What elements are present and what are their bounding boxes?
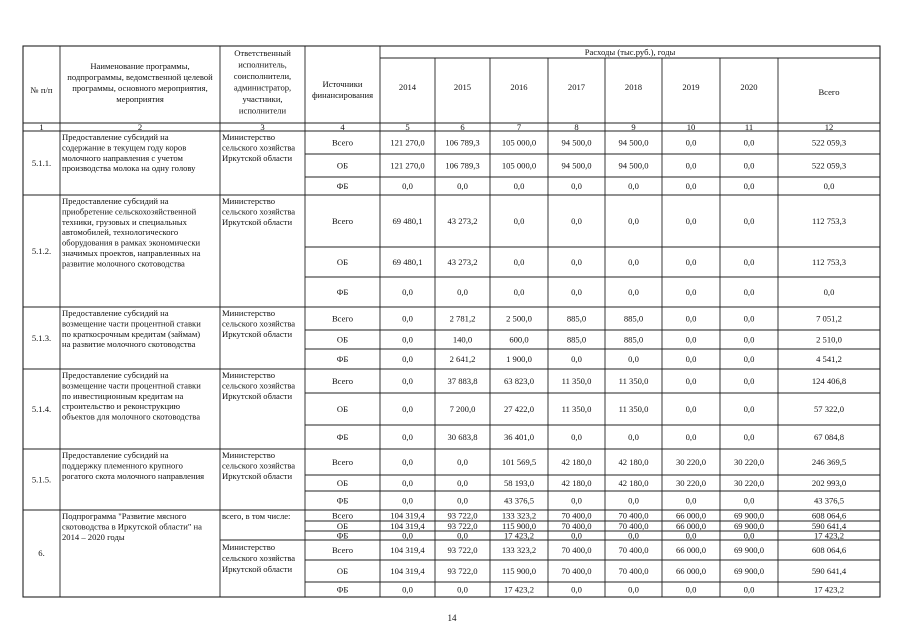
fin-value: 0,0 [685,432,697,442]
fin-source: ОБ [336,257,349,267]
header-name-line: мероприятия [116,94,164,104]
fin-value: 0,0 [571,287,582,297]
column-number: 4 [340,122,345,132]
fin-value: 57 322,0 [813,404,845,414]
row-name-line: Предоставление субсидий на [62,308,169,318]
fin-value: 885,0 [623,334,644,345]
fin-value: 522 059,3 [811,137,847,148]
fin-value: 0,0 [685,376,697,386]
column-number: 6 [460,122,465,132]
row-number: 5.1.2. [31,246,52,256]
fin-value: 0,0 [743,432,755,442]
row-name-line: приобретение сельскохозяйственной [62,206,197,217]
fin-value: 105 000,0 [501,137,537,148]
fin-value: 115 900,0 [501,566,537,576]
fin-value: 69 900,0 [733,566,765,576]
column-number: 12 [824,122,834,132]
header-resp-line: администратор, [233,82,292,93]
fin-value: 112 753,3 [811,257,847,267]
fin-value: 106 789,3 [445,137,480,148]
fin-value: 36 401,0 [503,432,535,442]
row-name-line: оборудования в рамках экономически [62,237,201,248]
fin-value: 66 000,0 [675,510,707,521]
row-number: 5.1.4. [31,404,52,414]
row-number: 5.1.1. [31,158,52,168]
fin-source: ФБ [336,354,349,364]
fin-value: 4 541,2 [816,354,842,364]
fin-value: 885,0 [566,334,587,345]
fin-value: 93 722,0 [447,566,478,576]
fin-value: 11 350,0 [561,376,592,386]
fin-value: 0,0 [402,495,413,506]
header-resp-line: исполнитель, [238,59,287,70]
fin-value: 2 781,2 [449,313,476,324]
header-src-line: финансирования [311,90,374,100]
row-resp-line: сельского хозяйства [222,380,296,391]
fin-value: 885,0 [623,313,644,324]
row-name-line: поддержку племенного крупного [62,460,183,471]
row-resp-line: Министерство [222,370,275,380]
fin-value: 70 400,0 [618,545,649,555]
fin-source: Всего [331,545,354,555]
fin-value: 42 180,0 [561,457,592,467]
fin-value: 112 753,3 [811,216,847,226]
row-resp-line: Министерство [222,542,275,552]
fin-value: 0,0 [685,584,697,595]
row-resp-line: Министерство [222,450,275,460]
fin-value: 0,0 [743,404,755,414]
fin-source: Всего [331,457,354,467]
fin-value: 590 641,4 [811,566,847,576]
header-year: 2020 [740,82,758,92]
fin-value: 0,0 [628,257,639,267]
fin-value: 0,0 [402,457,413,467]
header-expenses: Расходы (тыс.руб.), годы [584,47,676,57]
fin-value: 0,0 [743,584,755,595]
fin-value: 0,0 [823,181,835,191]
fin-value: 11 350,0 [618,376,649,386]
fin-value: 7 051,2 [816,313,842,324]
fin-value: 0,0 [571,257,582,267]
fin-value: 0,0 [628,584,639,595]
fin-value: 0,0 [743,530,755,541]
fin-source: ОБ [336,478,349,488]
fin-value: 0,0 [685,181,697,191]
row-name-line: Предоставление субсидий на [62,450,169,460]
fin-value: 42 180,0 [618,457,649,467]
fin-value: 94 500,0 [561,160,592,171]
header-total: Всего [818,87,840,97]
row-resp-line: сельского хозяйства [222,142,296,153]
fin-source: Всего [331,137,354,148]
fin-value: 0,0 [685,137,697,148]
fin-value: 0,0 [402,432,413,442]
fin-value: 0,0 [402,478,413,488]
row-name-line: по инвестиционным кредитам на [62,390,184,401]
row-resp-line: сельского хозяйства [222,460,296,471]
fin-value: 0,0 [743,334,755,345]
header-year: 2018 [624,82,643,92]
fin-value: 0,0 [402,584,413,595]
fin-value: 608 064,6 [811,545,847,555]
fin-value: 30 220,0 [675,478,707,488]
fin-value: 94 500,0 [618,137,649,148]
fin-value: 30 683,8 [447,432,478,442]
fin-value: 93 722,0 [447,545,478,555]
fin-value: 17 423,2 [813,584,845,595]
fin-value: 70 400,0 [561,510,592,521]
row-name-line: значимых проектов, направленных на [62,248,201,258]
row-number: 5.1.3. [31,333,52,343]
header-resp-line: участники, [242,94,283,104]
fin-value: 0,0 [402,181,413,191]
fin-value: 0,0 [823,287,835,297]
fin-value: 0,0 [513,257,525,267]
fin-value: 7 200,0 [449,404,476,414]
fin-value: 0,0 [743,137,755,148]
row-resp-line: Министерство [222,196,275,206]
row-resp-line: всего, в том числе: [222,511,291,521]
row-name-line: развитие молочного скотоводства [62,258,185,269]
header-name-line: подпрограммы, ведомственной целевой [67,72,213,82]
row-resp-line: Иркутской области [222,152,293,163]
fin-value: 66 000,0 [675,521,707,531]
fin-value: 0,0 [628,354,639,364]
fin-value: 0,0 [685,354,697,364]
header-year: 2017 [567,82,586,92]
fin-value: 43 376,5 [813,495,845,506]
column-number: 7 [516,122,522,132]
fin-source: Всего [331,216,354,226]
fin-value: 0,0 [628,432,639,442]
header-name-line: Наименование программы, [90,61,190,71]
row-name-line: объектов для молочного скотоводства [62,411,201,422]
row-name-line: по краткосрочным кредитам (займам) [62,328,201,339]
header-src-line: Источники [322,79,363,89]
fin-value: 0,0 [685,404,697,414]
fin-value: 42 180,0 [561,478,592,488]
fin-value: 0,0 [402,376,413,386]
fin-value: 0,0 [402,334,413,345]
fin-value: 67 084,8 [813,432,845,442]
fin-value: 0,0 [571,354,582,364]
column-number: 1 [39,122,44,132]
row-name-line: на развитие молочного скотоводства [62,339,196,350]
row-name-line: содержание в текущем году коров [62,142,187,153]
fin-source: ОБ [336,160,349,171]
row-name-line: автомобилей, технологического [62,227,179,238]
fin-value: 94 500,0 [561,137,592,148]
fin-value: 590 641,4 [811,521,847,531]
fin-value: 17 423,2 [503,530,535,541]
fin-value: 17 423,2 [813,530,845,541]
fin-value: 43 376,5 [503,495,535,506]
fin-value: 0,0 [457,181,468,191]
fin-value: 133 323,2 [501,510,537,521]
header-resp-line: исполнители [238,105,287,116]
row-name-line: возмещение части процентной ставки [62,318,201,329]
fin-value: 0,0 [513,181,525,191]
column-number: 2 [137,122,143,132]
fin-source: ФБ [336,584,349,595]
fin-value: 0,0 [571,181,582,191]
row-name-line: Предоставление субсидий на [62,132,169,142]
fin-value: 11 350,0 [561,404,592,414]
fin-value: 0,0 [685,313,697,324]
fin-value: 104 319,4 [390,510,425,521]
fin-value: 0,0 [571,530,582,541]
fin-value: 246 369,5 [811,457,847,467]
fin-value: 30 220,0 [733,478,765,488]
fin-value: 17 423,2 [503,584,535,595]
header-name-line: программы, основного мероприятия, [72,83,208,93]
row-resp-line: Министерство [222,132,275,142]
column-number: 9 [631,122,636,132]
fin-value: 0,0 [457,287,468,297]
fin-value: 0,0 [743,313,755,324]
fin-source: ФБ [336,530,349,541]
fin-value: 121 270,0 [390,160,425,171]
header-year: 2019 [682,82,700,92]
row-name-line: рогатого скота молочного направления [62,470,205,481]
fin-source: ФБ [336,287,349,297]
fin-value: 30 220,0 [733,457,765,467]
fin-value: 124 406,8 [811,376,847,386]
fin-value: 0,0 [457,530,468,541]
column-number: 11 [744,122,754,132]
fin-value: 0,0 [628,530,639,541]
row-number: 5.1.5. [31,474,52,485]
row-resp-line: сельского хозяйства [222,318,296,329]
fin-value: 0,0 [685,216,697,226]
fin-value: 885,0 [566,313,587,324]
row-resp-line: Иркутской области [222,470,293,481]
page-number: 14 [447,613,457,623]
row-name-line: 2014 – 2020 годы [62,531,125,542]
fin-value: 0,0 [743,216,755,226]
fin-value: 0,0 [402,313,413,324]
fin-value: 2 510,0 [816,334,842,345]
fin-value: 0,0 [685,530,697,541]
fin-value: 202 993,0 [811,478,847,488]
row-name-line: возмещение части процентной ставки [62,380,201,391]
fin-value: 522 059,3 [811,160,847,171]
fin-value: 0,0 [743,181,755,191]
fin-value: 0,0 [685,334,697,345]
fin-value: 63 823,0 [503,376,535,386]
fin-value: 70 400,0 [618,521,649,531]
fin-value: 121 270,0 [390,137,425,148]
row-name-line: Подпрограмма "Развитие мясного [62,511,187,521]
table-content [31,47,847,623]
row-resp-line: Иркутской области [222,216,293,227]
fin-value: 0,0 [402,354,413,364]
fin-value: 66 000,0 [675,545,707,555]
fin-value: 69 480,1 [392,216,423,226]
fin-value: 0,0 [402,287,413,297]
fin-value: 0,0 [685,160,697,171]
header-year: 2016 [510,82,528,92]
fin-value: 105 000,0 [501,160,537,171]
fin-value: 133 323,2 [501,545,537,555]
fin-source: Всего [331,376,354,386]
fin-value: 69 900,0 [733,545,765,555]
fin-value: 0,0 [628,495,639,506]
fin-value: 0,0 [628,216,639,226]
fin-value: 11 350,0 [618,404,649,414]
fin-value: 600,0 [509,334,529,345]
fin-value: 93 722,0 [447,510,478,521]
fin-value: 58 193,0 [503,478,535,488]
fin-value: 70 400,0 [618,566,649,576]
row-name-line: Предоставление субсидий на [62,370,169,380]
row-name-line: молочного направления с учетом [62,152,183,163]
fin-value: 43 273,2 [447,257,478,267]
fin-value: 0,0 [743,376,755,386]
fin-value: 0,0 [743,495,755,506]
fin-value: 0,0 [685,287,697,297]
fin-value: 115 900,0 [501,521,537,531]
fin-value: 93 722,0 [447,521,478,531]
fin-value: 69 900,0 [733,510,765,521]
fin-source: ОБ [336,404,349,414]
fin-value: 0,0 [457,457,468,467]
fin-value: 66 000,0 [675,566,707,576]
header-year: 2015 [453,82,472,92]
row-name-line: техники, грузовых и специальных [62,216,187,227]
fin-source: ФБ [336,495,349,506]
row-resp-line: Министерство [222,308,275,318]
fin-value: 104 319,4 [390,566,425,576]
fin-value: 0,0 [628,287,639,297]
fin-value: 70 400,0 [561,521,592,531]
fin-source: ОБ [336,566,349,576]
fin-value: 69 480,1 [392,257,423,267]
fin-value: 70 400,0 [561,566,592,576]
row-name-line: производства молока на одну голову [62,163,196,174]
row-number: 6. [38,548,45,558]
fin-value: 608 064,6 [811,510,847,521]
row-resp-line: сельского хозяйства [222,206,296,217]
fin-value: 0,0 [571,584,582,595]
fin-value: 70 400,0 [561,545,592,555]
row-resp-line: сельского хозяйства [222,552,296,563]
row-name-line: Предоставление субсидий на [62,196,169,206]
fin-value: 27 422,0 [503,404,535,414]
fin-value: 0,0 [628,181,639,191]
header-resp-line: Ответственный [234,48,291,58]
fin-value: 0,0 [685,495,697,506]
fin-value: 104 319,4 [390,521,425,531]
row-name-line: строительство и реконструкцию [62,401,181,412]
fin-value: 106 789,3 [445,160,480,171]
header-resp-line: соисполнители, [233,71,292,81]
fin-source: ОБ [336,521,349,531]
fin-value: 30 220,0 [675,457,707,467]
fin-value: 0,0 [513,287,525,297]
fin-value: 0,0 [402,530,413,541]
fin-source: Всего [331,510,354,521]
fin-value: 0,0 [457,584,468,595]
row-resp-line: Иркутской области [222,390,293,401]
fin-value: 37 883,8 [447,376,478,386]
fin-source: ФБ [336,432,349,442]
fin-value: 101 569,5 [501,457,537,467]
fin-value: 69 900,0 [733,521,765,531]
fin-value: 0,0 [743,354,755,364]
fin-value: 2 500,0 [506,313,532,324]
fin-value: 0,0 [685,257,697,267]
fin-value: 0,0 [402,404,413,414]
row-resp-line: Иркутской области [222,563,293,574]
fin-value: 140,0 [452,334,473,345]
fin-value: 104 319,4 [390,545,425,555]
fin-value: 0,0 [743,287,755,297]
row-name-line: скотоводства в Иркутской области" на [62,521,202,532]
row-resp-line: Иркутской области [222,328,293,339]
column-number: 3 [260,122,265,132]
fin-value: 1 900,0 [506,354,532,364]
fin-value: 42 180,0 [618,478,649,488]
column-number: 5 [405,122,410,132]
header-year: 2014 [398,82,417,92]
fin-value: 0,0 [457,478,468,488]
column-number: 8 [574,122,579,132]
column-number: 10 [686,122,696,132]
fin-source: ОБ [336,334,349,345]
fin-value: 0,0 [571,495,582,506]
fin-value: 0,0 [571,432,582,442]
fin-source: ФБ [336,181,349,191]
fin-value: 0,0 [743,160,755,171]
fin-source: Всего [331,313,354,324]
fin-value: 94 500,0 [618,160,649,171]
fin-value: 0,0 [513,216,525,226]
fin-value: 0,0 [743,257,755,267]
fin-value: 0,0 [457,495,468,506]
fin-value: 70 400,0 [618,510,649,521]
fin-value: 0,0 [571,216,582,226]
header-num: № п/п [30,85,53,95]
fin-value: 43 273,2 [447,216,478,226]
fin-value: 2 641,2 [449,354,476,364]
